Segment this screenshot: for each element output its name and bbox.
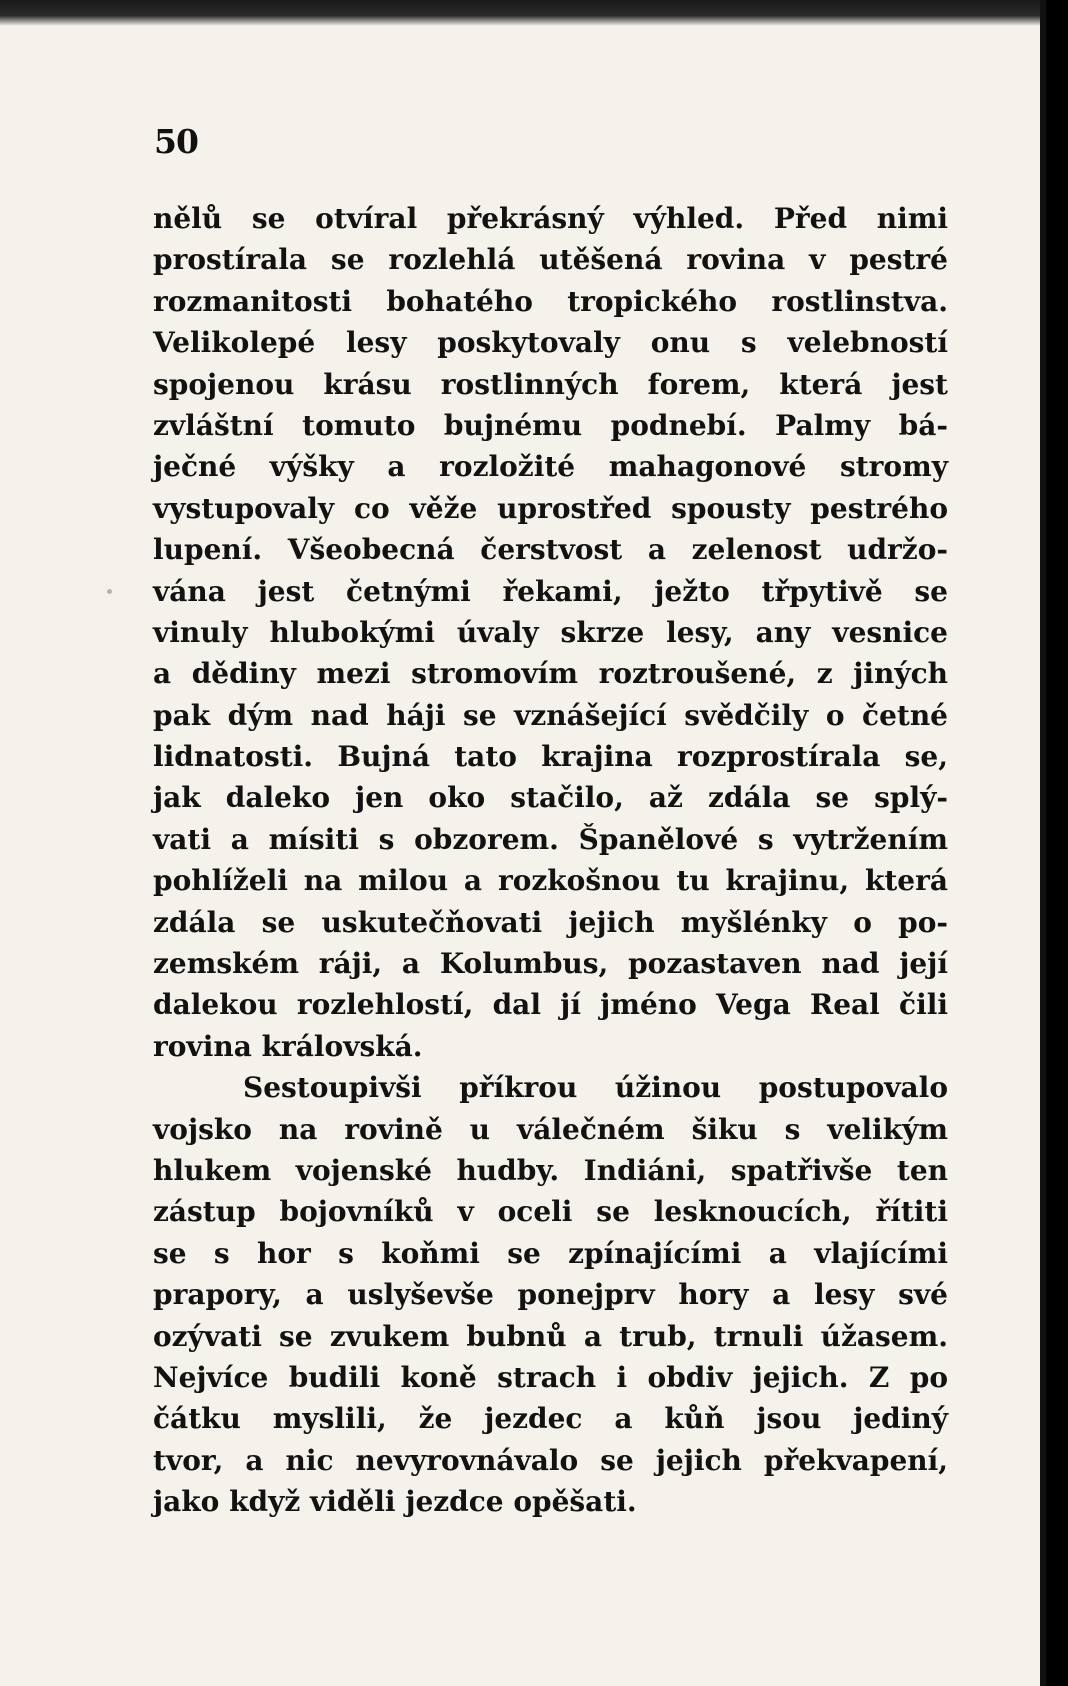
text-line: pohlíželi na milou a rozkošnou tu krajinu, která xyxy=(153,864,948,898)
text-line: hlukem vojenské hudby. Indiáni, spatřivše ten xyxy=(153,1153,948,1187)
scan-right-edge xyxy=(1040,0,1046,1686)
text-line: zvláštní tomuto bujnému podnebí. Palmy bá- xyxy=(153,408,948,442)
text-line: ozývati se zvukem bubnů a trub, trnuli úžasem. xyxy=(153,1319,948,1353)
text-line: ječné výšky a rozložité mahagonové stromy xyxy=(153,450,948,484)
text-line: Nejvíce budili koně strach i obdiv jejich. Z po xyxy=(153,1360,948,1394)
text-line: a dědiny mezi stromovím roztroušené, z jiných xyxy=(153,657,948,691)
scan-speck xyxy=(107,589,112,594)
text-line: pak dým nad háji se vznášející svědčily o četné xyxy=(153,698,948,732)
text-line: čátku myslili, že jezdec a kůň jsou jediný xyxy=(153,1402,948,1436)
text-line: lupení. Všeobecná čerstvost a zelenost udržo- xyxy=(153,533,948,567)
text-line: Velikolepé lesy poskytovaly onu s velebností xyxy=(153,326,948,360)
text-line: vána jest četnými řekami, ježto třpytivě se xyxy=(153,574,948,608)
text-line: zástup bojovníků v oceli se lesknoucích, řítiti xyxy=(153,1195,948,1229)
page-number: 50 xyxy=(154,122,198,161)
text-line: se s hor s koňmi se zpínajícími a vlajícími xyxy=(153,1236,948,1270)
body-text xyxy=(153,198,948,1523)
text-line: spojenou krásu rostlinných forem, která jest xyxy=(153,367,948,401)
paragraph-start-line: Sestoupivši příkrou úžinou postupovalo xyxy=(243,1071,948,1105)
text-line: dalekou rozlehlostí, dal jí jméno Vega Real čili xyxy=(153,988,948,1022)
text-line: jak daleko jen oko stačilo, až zdála se splý- xyxy=(153,781,948,815)
text-line: prostírala se rozlehlá utěšená rovina v pestré xyxy=(153,243,948,277)
text-line: nělů se otvíral překrásný výhled. Před nimi xyxy=(153,202,948,235)
text-line: vati a mísiti s obzorem. Španělové s vytržením xyxy=(153,822,948,856)
scan-top-edge xyxy=(0,0,1046,26)
text-line: lidnatosti. Bujná tato krajina rozprostírala se, xyxy=(153,740,948,774)
text-line: zemském ráji, a Kolumbus, pozastaven nad její xyxy=(153,947,948,981)
text-line: tvor, a nic nevyrovnávalo se jejich překvapení, xyxy=(153,1443,948,1477)
text-line: rozmanitosti bohatého tropického rostlinstva. xyxy=(153,284,948,318)
paragraph-end-line: rovina královská. xyxy=(153,1029,423,1063)
text-line: vystupovaly co věže uprostřed spousty pestrého xyxy=(153,491,948,525)
text-line: zdála se uskutečňovati jejich myšlénky o po- xyxy=(153,905,948,939)
text-line: vinuly hlubokými úvaly skrze lesy, any vesnice xyxy=(153,615,948,649)
text-line: vojsko na rovině u válečném šiku s velikým xyxy=(153,1112,948,1146)
text-line: prapory, a uslyševše ponejprv hory a lesy své xyxy=(153,1278,948,1312)
paragraph-end-line: jako když viděli jezdce opěšati. xyxy=(153,1485,637,1519)
